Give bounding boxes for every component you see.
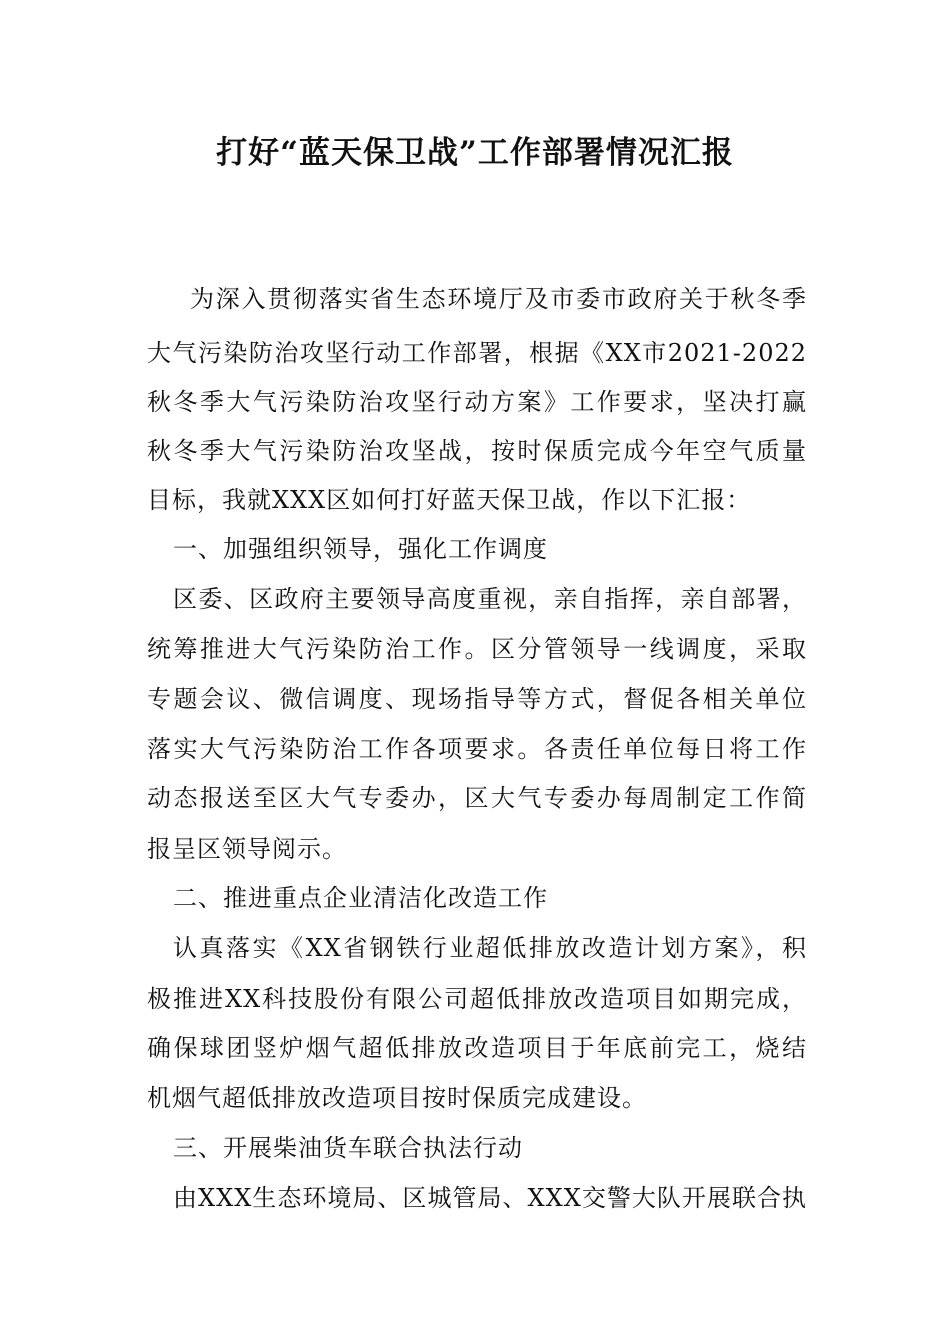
paragraph-line: 极推进XX科技股份有限公司超低排放改造项目如期完成， xyxy=(147,985,807,1013)
paragraph-line: 为深入贯彻落实省生态环境厅及市委市政府关于秋冬季 xyxy=(190,285,807,313)
paragraph-line: 秋冬季大气污染防治攻坚战，按时保质完成今年空气质量 xyxy=(147,437,807,465)
document-title: 打好“蓝天保卫战”工作部署情况汇报 xyxy=(216,135,734,171)
paragraph-line: 统筹推进大气污染防治工作。区分管领导一线调度，采取 xyxy=(147,635,807,663)
section-heading: 三、开展柴油货车联合执法行动 xyxy=(173,1134,523,1162)
paragraph-line: 区委、区政府主要领导高度重视，亲自指挥，亲自部署， xyxy=(173,585,807,613)
paragraph-line: 落实大气污染防治工作各项要求。各责任单位每日将工作 xyxy=(147,735,807,763)
paragraph-line: 专题会议、微信调度、现场指导等方式，督促各相关单位 xyxy=(147,685,807,713)
paragraph-line: 机烟气超低排放改造项目按时保质完成建设。 xyxy=(147,1084,647,1112)
paragraph-line: 大气污染防治攻坚行动工作部署，根据《XX市2021-2022 xyxy=(147,339,807,367)
paragraph-line: 认真落实《XX省钢铁行业超低排放改造计划方案》，积 xyxy=(173,934,807,962)
paragraph-line: 确保球团竖炉烟气超低排放改造项目于年底前完工，烧结 xyxy=(147,1034,807,1062)
paragraph-line: 秋冬季大气污染防治攻坚行动方案》工作要求，坚决打赢 xyxy=(147,388,807,416)
paragraph-line: 由XXX生态环境局、区城管局、XXX交警大队开展联合执 xyxy=(173,1184,807,1212)
paragraph-line: 目标，我就XXX区如何打好蓝天保卫战，作以下汇报： xyxy=(147,486,752,514)
section-heading: 一、加强组织领导，强化工作调度 xyxy=(173,535,548,563)
section-heading: 二、推进重点企业清洁化改造工作 xyxy=(173,884,548,912)
paragraph-line: 报呈区领导阅示。 xyxy=(147,835,347,863)
paragraph-line: 动态报送至区大气专委办，区大气专委办每周制定工作简 xyxy=(147,784,807,812)
